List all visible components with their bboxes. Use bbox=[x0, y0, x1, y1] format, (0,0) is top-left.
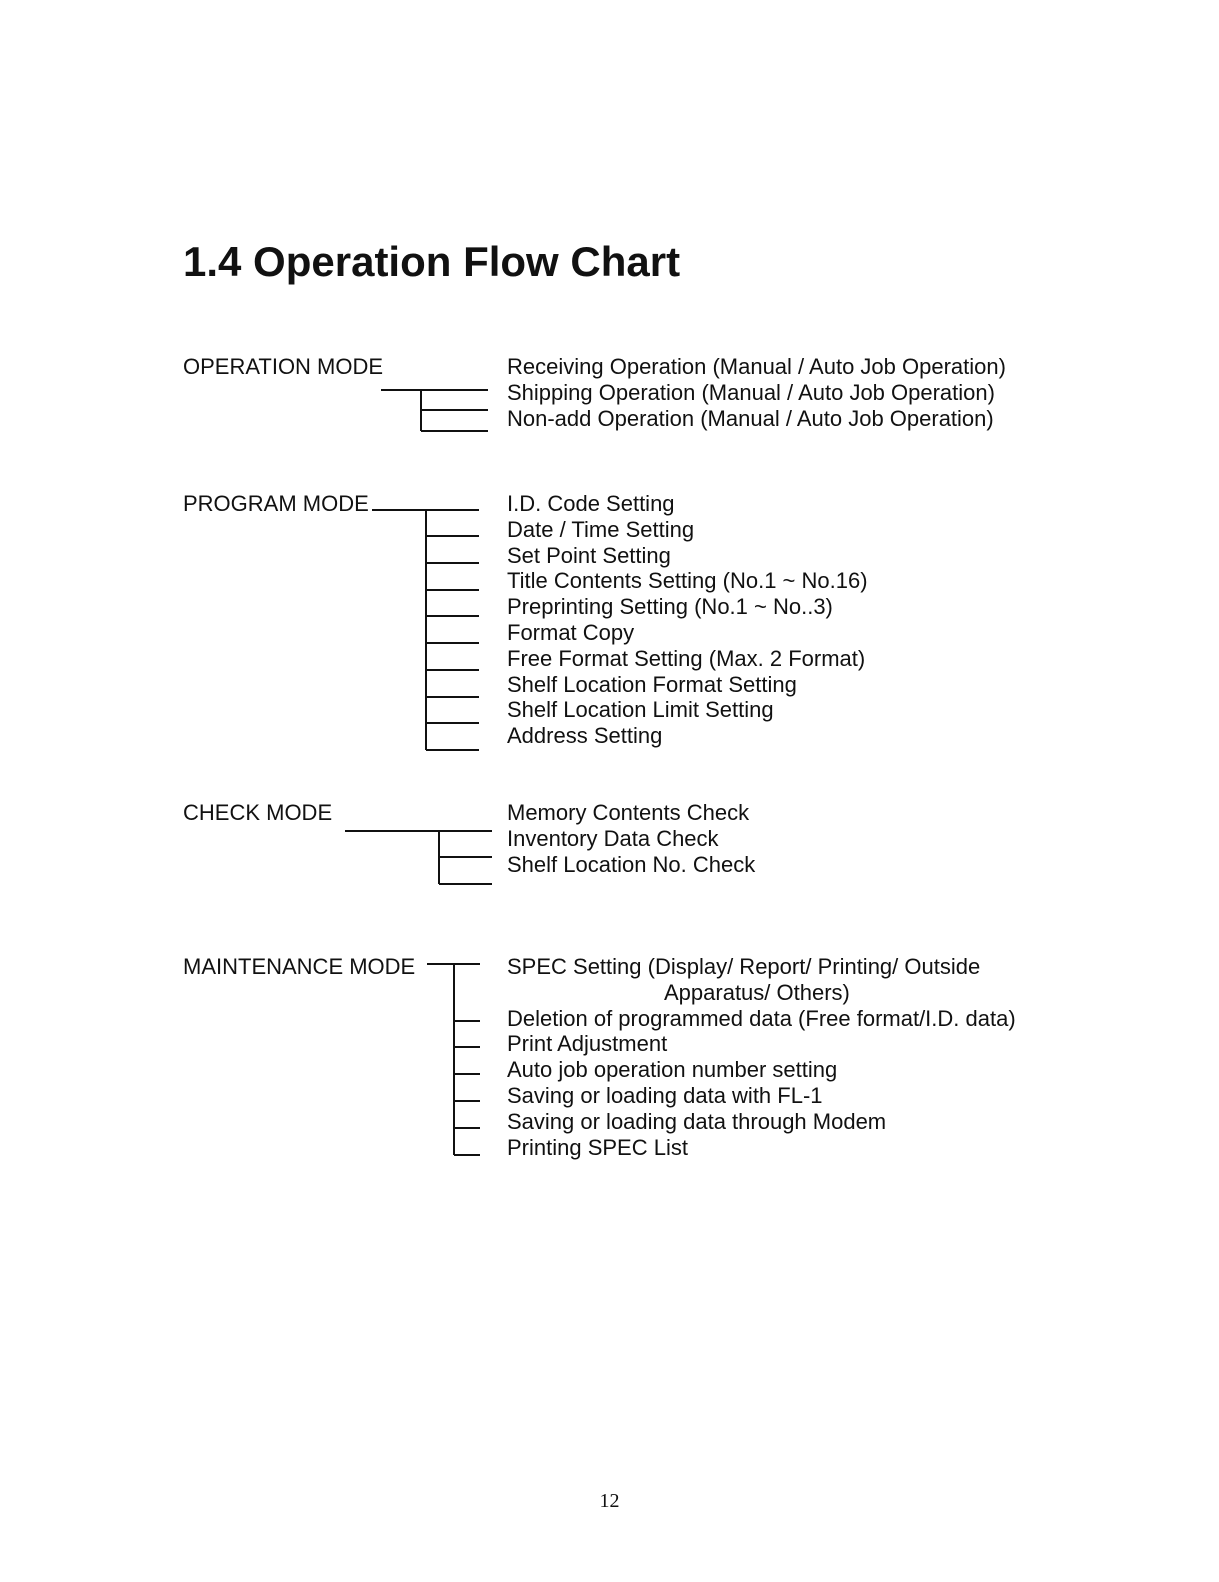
list-item: I.D. Code Setting bbox=[507, 491, 675, 516]
list-item: SPEC Setting (Display/ Report/ Printing/ Outside bbox=[507, 954, 981, 979]
list-item: Printing SPEC List bbox=[507, 1134, 688, 1160]
program-connector bbox=[372, 510, 479, 750]
list-item: Date / Time Setting bbox=[507, 516, 695, 542]
list-item: Preprinting Setting (No.1 ~ No..3) bbox=[507, 594, 833, 620]
list-item: Non-add Operation (Manual / Auto Job Operation) bbox=[507, 405, 994, 431]
list-item: Deletion of programmed data (Free format/I.D. data) bbox=[507, 1005, 1016, 1031]
list-item: Free Format Setting (Max. 2 Format) bbox=[507, 645, 866, 671]
check-mode-label: CHECK MODE bbox=[183, 800, 333, 825]
list-item: Inventory Data Check bbox=[507, 825, 719, 851]
list-item: Set Point Setting bbox=[507, 542, 671, 568]
list-item: Print Adjustment bbox=[507, 1031, 668, 1057]
list-item: Saving or loading data with FL-1 bbox=[507, 1082, 823, 1108]
program-mode-label: PROGRAM MODE bbox=[183, 491, 369, 516]
list-item: Memory Contents Check bbox=[507, 800, 750, 825]
list-item: Shipping Operation (Manual / Auto Job Operation) bbox=[507, 379, 995, 405]
list-item: Shelf Location No. Check bbox=[507, 851, 756, 877]
operation-mode-label: OPERATION MODE bbox=[183, 354, 384, 379]
list-item: Shelf Location Limit Setting bbox=[507, 697, 774, 723]
page-title: 1.4 Operation Flow Chart bbox=[183, 238, 681, 285]
operation-connector bbox=[381, 390, 488, 431]
list-item: Receiving Operation (Manual / Auto Job Operation) bbox=[507, 354, 1006, 379]
list-item: Shelf Location Format Setting bbox=[507, 671, 797, 697]
check-connector bbox=[345, 831, 492, 884]
list-item: Format Copy bbox=[507, 619, 635, 645]
maintenance-connector bbox=[427, 964, 480, 1155]
list-item: Saving or loading data through Modem bbox=[507, 1108, 887, 1134]
list-item: Auto job operation number setting bbox=[507, 1057, 838, 1083]
list-item: Title Contents Setting (No.1 ~ No.16) bbox=[507, 568, 868, 594]
list-item-continuation: Apparatus/ Others) bbox=[664, 979, 850, 1005]
list-item: Address Setting bbox=[507, 723, 663, 749]
maintenance-mode-label: MAINTENANCE MODE bbox=[183, 954, 416, 979]
page-number: 12 bbox=[599, 1490, 620, 1512]
